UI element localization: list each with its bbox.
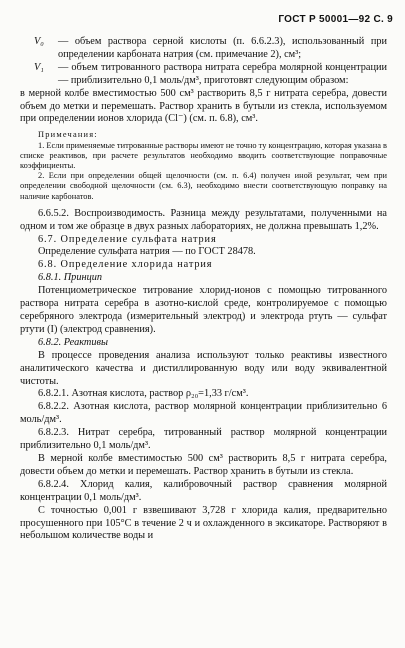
definition-text: — объем раствора серной кислоты (п. 6.6.2.3), использованный при определении карбоната натрия (см. примечание 2), см³; <box>58 36 387 60</box>
paragraph-6-8-2-3-prep: В мерной колбе вместимостью 500 см³ растворить 8,5 г нитрата серебра, довести объем до метки и перемешать. Раствор хранить в бутыли из стекла. <box>20 452 387 477</box>
preparation-paragraph: в мерной колбе вместимостью 500 см³ растворить 8,5 г нитрата серебра, довести объем до метки и перемешать. Раствор хранить в бутыли из стекла, используемом при определении ионов хлорида (Cl⁻) (см. п. 6.8), см³. <box>20 87 387 125</box>
definition-symbol: V₀ <box>34 36 44 47</box>
paragraph-6-8-1: Потенциометрическое титрование хлорид-ионов с помощью титрованного раствора нитрата серебра в азотно-кислой среде, контролируемое с помощью серебряного электрода (измерительный электрод) и электрода ртуть — сульфат ртути (I) (электрод сравнения). <box>20 285 387 335</box>
note-2: 2. Если при определении общей щелочности (см. п. 6.4) получен иной результат, чем при определении свободной щелочности (см. 6.3), необходимо внести соответствующую поправку на наличие карбонатов. <box>20 171 387 201</box>
notes-block <box>20 130 387 201</box>
paragraph-6-8-2-4: 6.8.2.4. Хлорид калия, калибровочный раствор сравнения молярной концентрации 0,1 моль/дм³. <box>20 478 387 503</box>
definition-v1 <box>20 62 387 88</box>
section-6-6-5-2: 6.6.5.2. Воспроизводимость. Разница между результатами, полученными на одном и том же образце в двух разных лабораториях, не должна превышать 1,2%. <box>20 207 387 232</box>
paragraph-6-8-2-3: 6.8.2.3. Нитрат серебра, титрованный раствор молярной концентрации приблизительно 0,1 моль/дм³. <box>20 427 387 452</box>
paragraph-6-8-2-2: 6.8.2.2. Азотная кислота, раствор молярной концентрации приблизительно 6 моль/дм³. <box>20 401 387 426</box>
heading-6-8-1: 6.8.1. Принцип <box>38 272 103 284</box>
heading-6-8: 6.8. Определение хлорида натрия <box>38 259 213 271</box>
heading-6-8-2: 6.8.2. Реактивы <box>38 336 108 348</box>
paragraph-6-8-2: В процессе проведения анализа используют только реактивы известного аналитического качества и дистиллированную воду или воду эквивалентной чистоты. <box>20 349 387 387</box>
page-header: ГОСТ Р 50001—92 С. 9 <box>278 14 393 25</box>
paragraph-6-7: Определение сульфата натрия — по ГОСТ 28478. <box>38 246 256 258</box>
definition-symbol: V₁ <box>34 61 44 73</box>
note-1: 1. Если применяемые титрованные растворы имеют не точно ту концентрацию, которая указана в списке реактивов, при расчете результатов необходимо вводить соответствующие поправочные коэффициенты. <box>20 140 387 170</box>
paragraph-6-8-2-1: 6.8.2.1. Азотная кислота, раствор ρ₂₀=1,33 г/см³. <box>38 388 249 400</box>
notes-title: Примечания: <box>38 130 98 140</box>
document-body <box>20 36 387 543</box>
paragraph-6-8-2-4-prep: С точностью 0,001 г взвешивают 3,728 г хлорида калия, предварительно просушенного при 105°С в течение 2 ч и охлажденного в эксикаторе. Растворяют в небольшом количестве воды и <box>20 504 387 542</box>
heading-6-7: 6.7. Определение сульфата натрия <box>38 233 217 245</box>
definition-v0 <box>20 36 387 62</box>
definition-text: — объем титрованного раствора нитрата серебра молярной концентрации — приблизительно 0,1 моль/дм³, приготовят следующим образом: <box>58 61 387 86</box>
